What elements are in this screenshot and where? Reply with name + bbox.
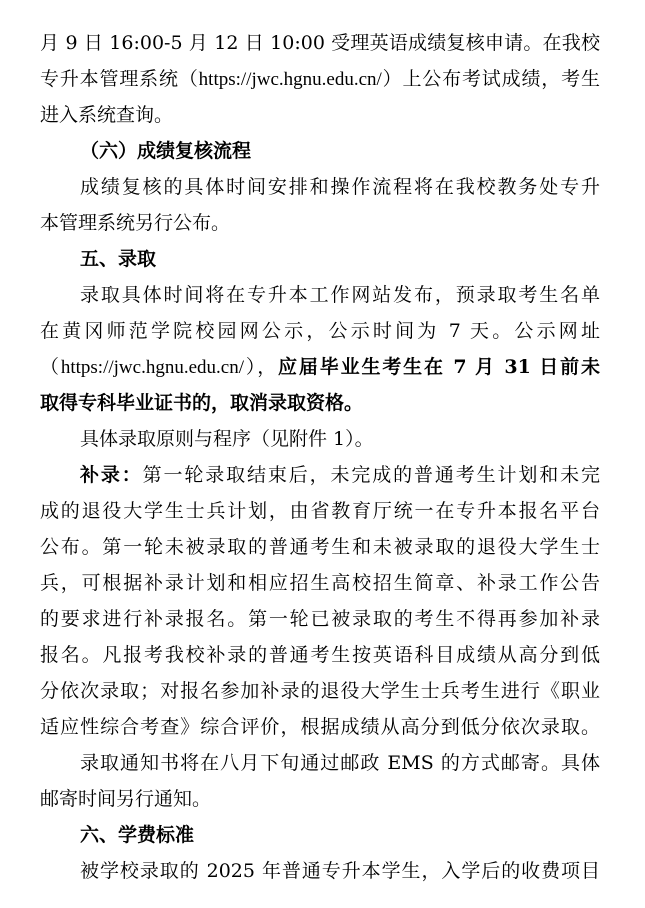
paragraph-line: 分依次录取；对报名参加补录的退役大学生士兵考生进行《职业 bbox=[40, 680, 600, 702]
bold-text: 应届毕业生考生在 7 月 31 日前未 bbox=[278, 356, 600, 378]
paragraph-line: 成的退役大学生士兵计划，由省教育厅统一在专升本报名平台 bbox=[40, 500, 600, 522]
paragraph-line: 取得专科毕业证书的，取消录取资格。 bbox=[40, 392, 364, 414]
paragraph-line: 月 9 日 16:00-5 月 12 日 10:00 受理英语成绩复核申请。在我校 bbox=[40, 32, 600, 54]
paragraph-line: 的要求进行补录报名。第一轮已被录取的考生不得再参加补录 bbox=[40, 608, 600, 630]
bold-text: 补录： bbox=[80, 464, 143, 486]
section-heading: （六）成绩复核流程 bbox=[80, 140, 252, 162]
text: 专升本管理系统（ bbox=[40, 68, 199, 90]
text: ）， bbox=[243, 356, 279, 378]
paragraph-line: 报名。凡报考我校补录的普通考生按英语科目成绩从高分到低 bbox=[40, 644, 600, 666]
text: ）上公布考试成绩，考生 bbox=[381, 68, 600, 90]
section-heading: 五、录取 bbox=[80, 248, 157, 270]
paragraph-line: 具体录取原则与程序（见附件 1）。 bbox=[80, 428, 374, 450]
paragraph-line: 适应性综合考查》综合评价，根据成绩从高分到低分依次录取。 bbox=[40, 716, 600, 738]
paragraph-line: 在黄冈师范学院校园网公示，公示时间为 7 天。公示网址 bbox=[40, 320, 600, 342]
paragraph-line: 被学校录取的 2025 年普通专升本学生，入学后的收费项目 bbox=[80, 860, 600, 882]
section-heading: 六、学费标准 bbox=[80, 824, 195, 846]
paragraph-line: 录取具体时间将在专升本工作网站发布，预录取考生名单 bbox=[80, 284, 600, 306]
paragraph-line: 兵，可根据补录计划和相应招生高校招生简章、补录工作公告 bbox=[40, 572, 600, 594]
paragraph-line: 公布。第一轮未被录取的普通考生和未被录取的退役大学生士 bbox=[40, 536, 600, 558]
paragraph-line: 录取通知书将在八月下旬通过邮政 EMS 的方式邮寄。具体 bbox=[80, 752, 600, 774]
paragraph-line: 邮寄时间另行通知。 bbox=[40, 788, 212, 810]
paragraph-line: 本管理系统另行公布。 bbox=[40, 212, 231, 234]
paragraph-line bbox=[80, 460, 600, 490]
paragraph-line bbox=[40, 352, 600, 382]
website-url: https://jwc.hgnu.edu.cn/ bbox=[60, 357, 244, 378]
paragraph-line: 进入系统查询。 bbox=[40, 104, 174, 126]
website-url: https://jwc.hgnu.edu.cn/ bbox=[198, 69, 382, 90]
text: （ bbox=[40, 356, 61, 378]
paragraph-line: 成绩复核的具体时间安排和操作流程将在我校教务处专升 bbox=[80, 176, 600, 198]
text: 第一轮录取结束后，未完成的普通考生计划和未完 bbox=[142, 464, 600, 486]
paragraph-line bbox=[40, 64, 600, 94]
